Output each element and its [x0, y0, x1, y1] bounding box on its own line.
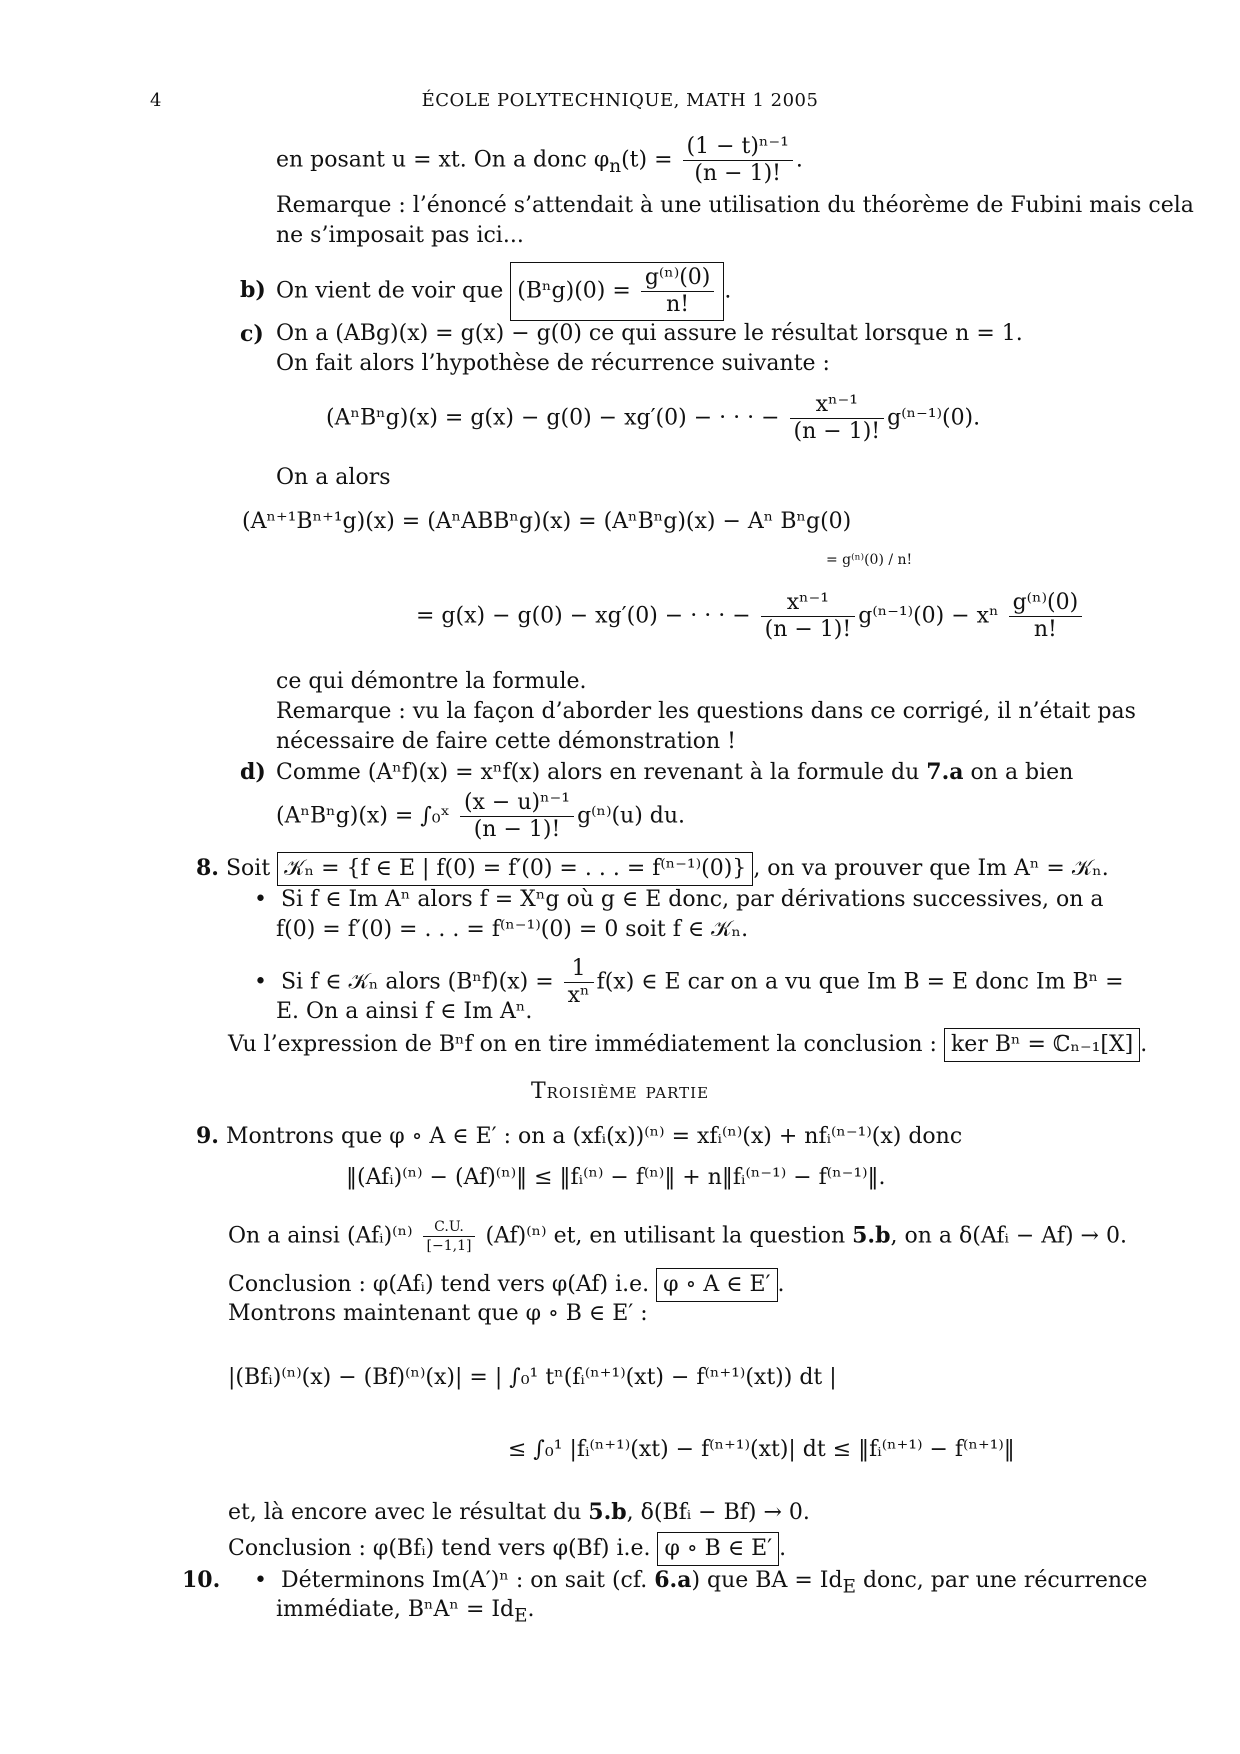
q9-inequality: ‖(Afᵢ)⁽ⁿ⁾ − (Af)⁽ⁿ⁾‖ ≤ ‖fᵢ⁽ⁿ⁾ − f⁽ⁿ⁾‖ + n‖fᵢ⁽ⁿ⁻¹⁾ − f⁽ⁿ⁻¹⁾‖.: [346, 1165, 886, 1190]
text: Déterminons Im(A′)ⁿ : on sait (cf.: [280, 1568, 648, 1593]
text: g⁽ⁿ⁾(u) du.: [577, 803, 686, 829]
fraction: [761, 590, 856, 643]
q9-bound: ≤ ∫₀¹ |fᵢ⁽ⁿ⁺¹⁾(xt) − f⁽ⁿ⁺¹⁾(xt)| dt ≤ ‖fᵢ⁽ⁿ⁺¹⁾ − f⁽ⁿ⁺¹⁾‖: [508, 1437, 1015, 1462]
text: On a ainsi (Afᵢ)⁽ⁿ⁾: [228, 1223, 413, 1249]
text: f(x) ∈ E car on a vu que Im B = E donc Im Bⁿ =: [596, 969, 1124, 995]
ce-qui: ce qui démontre la formule.: [276, 669, 587, 694]
text: On vient de voir que: [276, 278, 504, 304]
section-title: Troisième partie: [530, 1079, 710, 1104]
q9-conclusion-a: Conclusion : φ(Afᵢ) tend vers φ(Af) i.e. φ ∘ A ∈ E′ .: [228, 1268, 785, 1302]
text: immédiate, BⁿAⁿ = Id: [276, 1597, 515, 1622]
fraction: [564, 956, 594, 1009]
numerator: (x − u)ⁿ⁻¹: [460, 790, 574, 817]
text: Montrons que φ ∘ A ∈ E′ : on a (xfᵢ(x))⁽ⁿ⁾ = xfᵢ⁽ⁿ⁾(x) + nfᵢ⁽ⁿ⁻¹⁾(x) donc: [225, 1124, 963, 1149]
text: .: [527, 1597, 535, 1622]
text: = g(x) − g(0) − xg′(0) − · · · −: [416, 603, 751, 629]
underbrace-annotation: = g⁽ⁿ⁾(0) / n!: [826, 552, 913, 568]
arrow-bottom: [−1,1]: [426, 1238, 472, 1254]
bullet-1: • Si f ∈ Im Aⁿ alors f = Xⁿg où g ∈ E donc, par dérivations successives, on a: [254, 887, 1104, 912]
fraction: [1009, 590, 1083, 643]
numerator: 1: [564, 956, 594, 983]
reference: 7.a: [926, 759, 964, 785]
running-header: ÉCOLE POLYTECHNIQUE, MATH 1 2005: [421, 90, 819, 111]
text: Conclusion : φ(Afᵢ) tend vers φ(Af) i.e.: [228, 1272, 650, 1297]
fraction: [683, 134, 793, 187]
denominator: n!: [1033, 617, 1057, 642]
remark-1: Remarque : l’énoncé s’attendait à une utilisation du théorème de Fubini mais cela: [276, 193, 1194, 218]
q9-next: Montrons maintenant que φ ∘ B ∈ E′ :: [228, 1301, 648, 1326]
q9-again: [228, 1498, 810, 1527]
boxed-result: ker Bⁿ = ℂₙ₋₁[X]: [944, 1028, 1140, 1062]
label: c): [240, 321, 264, 347]
q9-equality: |(Bfᵢ)⁽ⁿ⁾(x) − (Bf)⁽ⁿ⁾(x)| = | ∫₀¹ tⁿ(fᵢ⁽ⁿ⁺¹⁾(xt) − f⁽ⁿ⁺¹⁾(xt)) dt |: [228, 1365, 837, 1390]
on-a-alors: On a alors: [276, 465, 391, 490]
text: (Af)⁽ⁿ⁾ et, en utilisant la question: [485, 1223, 846, 1249]
item-d-label: [240, 758, 266, 787]
item-b-label: [240, 276, 266, 305]
fraction: [641, 265, 715, 318]
reference: 5.b: [588, 1499, 627, 1525]
page-number: 4: [150, 90, 162, 111]
reference: 6.a: [654, 1567, 692, 1593]
equation-3: [416, 590, 1085, 643]
text: Comme (Aⁿf)(x) = xⁿf(x) alors en revenant à la formule du: [276, 760, 920, 785]
denominator: (n − 1)!: [694, 161, 781, 186]
question-10: [182, 1566, 220, 1595]
numerator: (1 − t)ⁿ⁻¹: [683, 134, 793, 161]
boxed-result: φ ∘ B ∈ E′: [657, 1532, 779, 1566]
arrow-cu: [423, 1218, 476, 1255]
line-posant: en posant u = xt. On a donc $\varphi_n(t)$ = $\frac{\text{(1 − t)ⁿ⁻¹}}{(n - 1)!}$ .: [276, 134, 803, 186]
q9-conclusion-b: Conclusion : φ(Bfᵢ) tend vers φ(Bf) i.e. φ ∘ B ∈ E′ .: [228, 1532, 786, 1566]
denominator: (n − 1)!: [793, 419, 881, 444]
text: Conclusion : φ(Bfᵢ) tend vers φ(Bf) i.e.: [228, 1536, 651, 1561]
denominator: (n − 1)!: [473, 817, 561, 842]
reference: 5.b: [852, 1222, 891, 1249]
text: Vu l’expression de Bⁿf on en tire immédiatement la conclusion :: [228, 1032, 937, 1057]
text: et, là encore avec le résultat du: [228, 1500, 582, 1525]
text: Soit: [225, 856, 271, 881]
item-d: [276, 758, 1073, 787]
equation-hypothesis: [326, 392, 980, 445]
item-d-equation: [276, 790, 685, 843]
fraction: [790, 392, 885, 445]
subscript: n: [609, 155, 622, 177]
subscript: E: [842, 1576, 856, 1598]
question-number: 9.: [196, 1123, 219, 1149]
q9-convergence: [228, 1218, 1127, 1255]
denominator: (n − 1)!: [764, 617, 852, 642]
question-number: 10.: [182, 1567, 221, 1593]
item-c-label: [240, 320, 264, 349]
fraction: [460, 790, 574, 843]
text: , on va prouver que Im Aⁿ = 𝒦ₙ.: [753, 856, 1109, 881]
text: Si f ∈ 𝒦ₙ alors (Bⁿf)(x) =: [280, 969, 554, 995]
arrow-top: C.U.: [423, 1218, 476, 1237]
remark-2: Remarque : vu la façon d’aborder les questions dans ce corrigé, il n’était pas: [276, 699, 1136, 724]
question-9: [196, 1122, 962, 1151]
text: donc, par une récurrence: [862, 1568, 1148, 1593]
numerator: g⁽ⁿ⁾(0): [1009, 590, 1083, 617]
text: (Bⁿg)(0) =: [517, 278, 631, 304]
boxed-result: φ ∘ A ∈ E′: [656, 1268, 777, 1302]
item-c: On a (ABg)(x) = g(x) − g(0) ce qui assure le résultat lorsque n = 1.: [276, 321, 1023, 346]
text: ) que BA = Id: [691, 1568, 843, 1593]
text: (AⁿBⁿg)(x) = ∫₀ˣ: [276, 803, 450, 829]
text: on a bien: [970, 760, 1074, 785]
denominator: n!: [666, 292, 690, 317]
question-8: [196, 852, 1109, 886]
text: g⁽ⁿ⁻¹⁾(0).: [887, 405, 981, 431]
text: , on a δ(Afᵢ − Af) → 0.: [890, 1223, 1127, 1249]
q10-bullet: • Déterminons Im(A′)ⁿ : on sait (cf. 6.a) que BA = $Id_E$ donc, par une récurrence: [254, 1567, 1148, 1598]
label: d): [240, 759, 266, 785]
bullet-2-cont: E. On a ainsi f ∈ Im Aⁿ.: [276, 999, 533, 1024]
text: , δ(Bfᵢ − Bf) → 0.: [626, 1500, 810, 1525]
text: (AⁿBⁿg)(x) = g(x) − g(0) − xg′(0) − · · · −: [326, 405, 780, 431]
text: Si f ∈ Im Aⁿ alors f = Xⁿg où g ∈ E donc, par dérivations successives, on a: [280, 887, 1104, 912]
text: en posant u = xt. On a donc φ: [276, 147, 610, 173]
subscript: E: [514, 1605, 528, 1627]
boxed-result: [510, 262, 724, 321]
question-number: 8.: [196, 855, 219, 881]
remark-1-cont: ne s’imposait pas ici...: [276, 223, 524, 248]
numerator: xⁿ⁻¹: [790, 392, 885, 419]
text: (t) =: [621, 147, 673, 173]
item-c-cont: On fait alors l’hypothèse de récurrence suivante :: [276, 351, 830, 376]
q8-conclusion: Vu l’expression de Bⁿf on en tire immédiatement la conclusion : ker Bⁿ = ℂₙ₋₁[X] .: [228, 1028, 1147, 1062]
equation-2: (Aⁿ⁺¹Bⁿ⁺¹g)(x) = (AⁿABBⁿg)(x) = (AⁿBⁿg)(x) − Aⁿ Bⁿg(0): [242, 509, 852, 534]
numerator: xⁿ⁻¹: [761, 590, 856, 617]
remark-2-cont: nécessaire de faire cette démonstration !: [276, 729, 737, 754]
numerator: g⁽ⁿ⁾(0): [641, 265, 715, 292]
boxed-definition: 𝒦ₙ = {f ∈ E | f(0) = f′(0) = . . . = f⁽ⁿ⁻¹⁾(0)}: [277, 852, 753, 886]
bullet-1-cont: f(0) = f′(0) = . . . = f⁽ⁿ⁻¹⁾(0) = 0 soit f ∈ 𝒦ₙ.: [276, 917, 749, 942]
denominator: xⁿ: [567, 983, 590, 1008]
bullet-2: • Si f ∈ 𝒦ₙ alors (Bⁿf)(x) = $\frac{1}{\text{xⁿ}}$ f(x) ∈ E car on a vu que Im B = E donc Im Bⁿ =: [254, 956, 1124, 1008]
text: g⁽ⁿ⁻¹⁾(0) − xⁿ: [858, 603, 999, 629]
label: b): [240, 277, 266, 303]
q10-cont: [276, 1596, 535, 1630]
item-b: On vient de voir que (Bⁿg)(0) = $\frac{\text{g⁽ⁿ⁾(0)}}{n!}$ .: [276, 262, 731, 321]
